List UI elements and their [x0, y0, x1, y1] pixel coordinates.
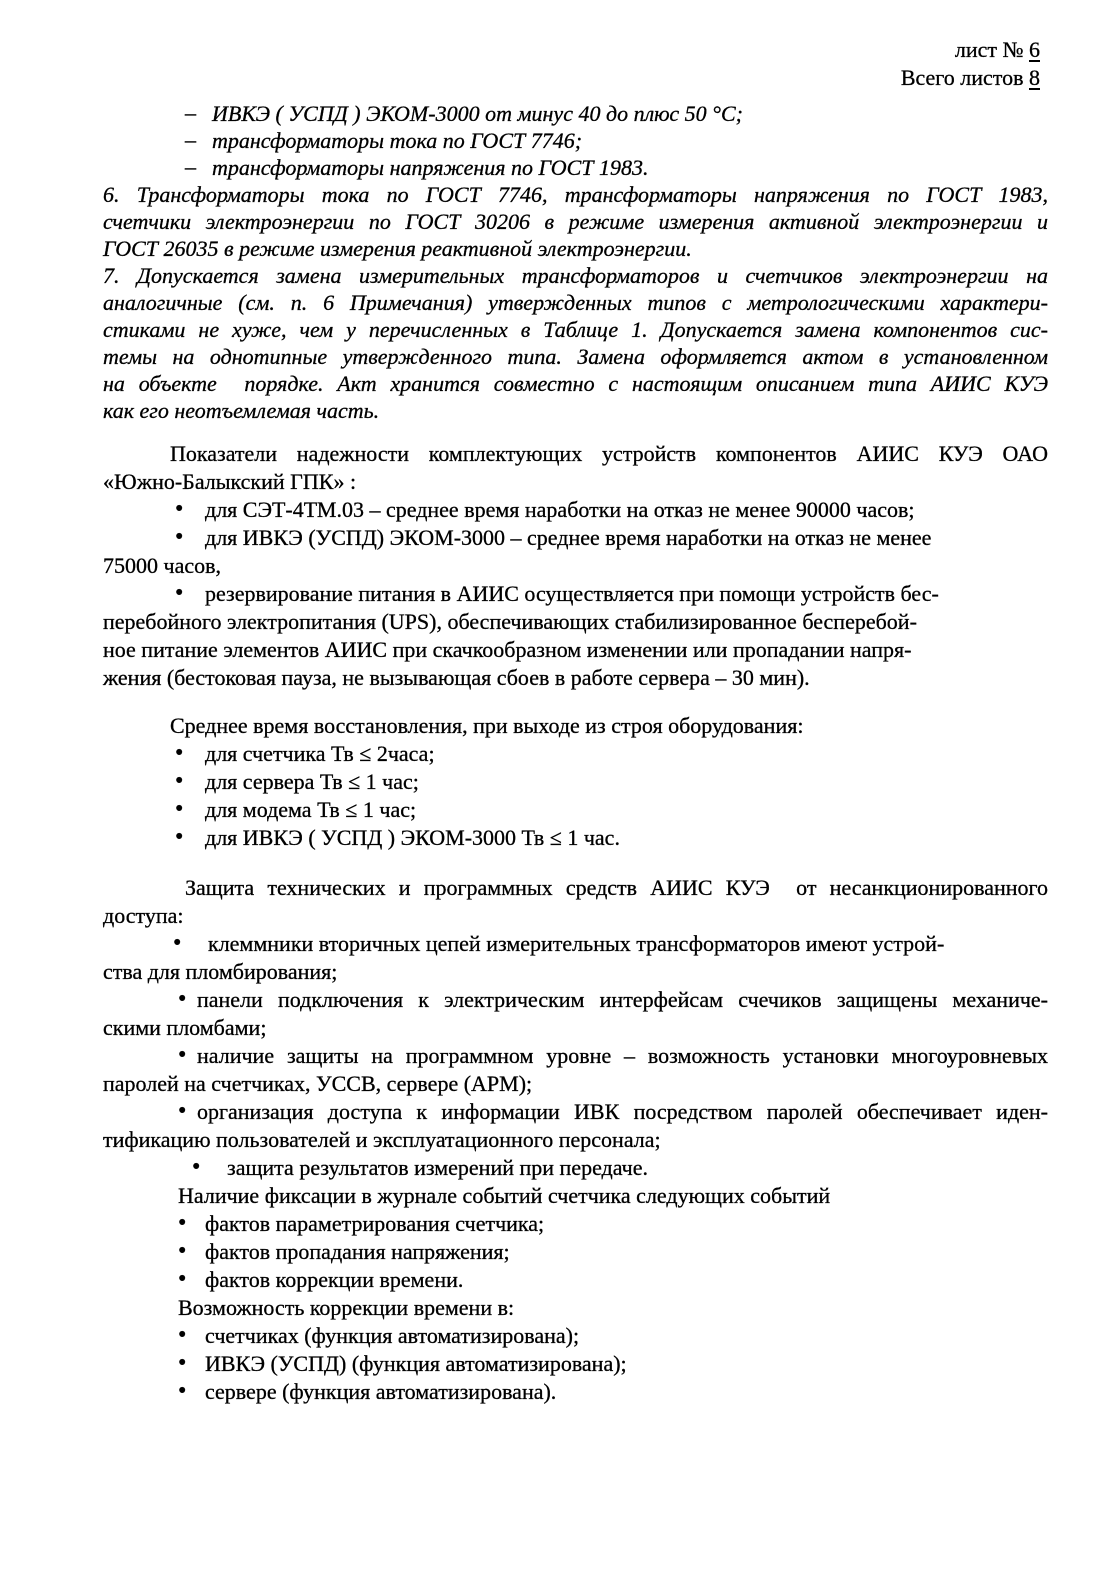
line-text: ИВКЭ (УСПД) (функция автоматизирована); — [205, 1351, 627, 1376]
text-line — [103, 496, 1048, 524]
bullet-marker: • — [175, 740, 184, 766]
line-text: счетчиках (функция автоматизирована); — [205, 1323, 580, 1348]
text-line — [103, 1350, 1048, 1378]
line-text: тификацию пользователей и эксплуатационного персонала; — [103, 1127, 661, 1152]
line-text: резервирование питания в АИИС осуществляется при помощи устройств бес- — [205, 581, 939, 606]
document-body — [103, 100, 1048, 1406]
sheet-number-line — [901, 36, 1040, 64]
sheet-number: 6 — [1029, 37, 1040, 62]
text-line — [103, 370, 1048, 397]
line-text: счетчики электроэнергии по ГОСТ 30206 в режиме измерения активной электроэнергии и — [103, 209, 1048, 234]
text-line — [103, 343, 1048, 370]
bullet-marker: • — [178, 1098, 187, 1124]
bullet-marker: • — [192, 1154, 201, 1180]
text-line — [103, 1098, 1048, 1126]
bullet-marker: • — [178, 1238, 187, 1264]
line-text: Среднее время восстановления, при выходе из строя оборудования: — [170, 713, 804, 738]
text-line — [103, 208, 1048, 235]
total-sheets-number: 8 — [1029, 65, 1040, 90]
text-line — [103, 796, 1048, 824]
line-text: фактов коррекции времени. — [205, 1267, 464, 1292]
bullet-marker: • — [178, 1322, 187, 1348]
text-line — [103, 1238, 1048, 1266]
bullet-marker: • — [178, 1378, 187, 1404]
text-line — [103, 468, 1048, 496]
line-text: 75000 часов, — [103, 553, 221, 578]
line-text: Показатели надежности комплектующих устройств компонентов АИИС КУЭ ОАО — [170, 441, 1048, 466]
bullet-marker: • — [175, 496, 184, 522]
text-line — [103, 636, 1048, 664]
bullet-marker: • — [175, 768, 184, 794]
line-text: трансформаторы тока по ГОСТ 7746; — [212, 128, 583, 153]
line-text: наличие защиты на программном уровне – возможность установки многоуровневых — [197, 1043, 1048, 1068]
text-line — [103, 397, 1048, 424]
line-text: фактов пропадания напряжения; — [205, 1239, 510, 1264]
total-sheets-line — [901, 64, 1040, 92]
sheet-label: лист № — [954, 37, 1024, 62]
bullet-marker: • — [175, 796, 184, 822]
line-text: организация доступа к информации ИВК посредством паролей обеспечивает иден- — [197, 1099, 1048, 1124]
line-text: для ИВКЭ ( УСПД ) ЭКОМ-3000 Тв ≤ 1 час. — [205, 825, 620, 850]
text-line — [103, 1070, 1048, 1098]
bullet-marker: • — [175, 524, 184, 550]
line-text: для сервера Тв ≤ 1 час; — [205, 769, 419, 794]
text-line — [103, 930, 1048, 958]
text-line — [103, 1266, 1048, 1294]
text-line — [103, 100, 1048, 127]
bullet-marker: • — [175, 580, 184, 606]
line-text: ГОСТ 26035 в режиме измерения реактивной электроэнергии. — [103, 236, 692, 261]
line-text: темы на однотипные утвержденного типа. Замена оформляется актом в установленном — [103, 344, 1048, 369]
text-line — [103, 440, 1048, 468]
line-text: Возможность коррекции времени в: — [178, 1295, 515, 1320]
line-text: перебойного электропитания (UPS), обеспечивающих стабилизированное бесперебой- — [103, 609, 917, 634]
text-line — [103, 289, 1048, 316]
line-text: фактов параметрирования счетчика; — [205, 1211, 545, 1236]
text-line — [103, 1154, 1048, 1182]
text-line — [103, 1014, 1048, 1042]
line-text: на объекте порядке. Акт хранится совместно с настоящим описанием типа АИИС КУЭ — [103, 371, 1048, 396]
text-line — [103, 902, 1048, 930]
line-text: ное питание элементов АИИС при скачкообразном изменении или пропадании напря- — [103, 637, 912, 662]
line-text: паролей на счетчиках, УССВ, сервере (АРМ); — [103, 1071, 533, 1096]
line-text: 6. Трансформаторы тока по ГОСТ 7746, трансформаторы напряжения по ГОСТ 1983, — [103, 182, 1048, 207]
line-text: стиками не хуже, чем у перечисленных в Таблице 1. Допускается замена компонентов сис- — [103, 317, 1048, 342]
text-line — [103, 524, 1048, 552]
line-text: панели подключения к электрическим интерфейсам счечиков защищены механиче- — [197, 987, 1048, 1012]
line-text: как его неотъемлемая часть. — [103, 398, 380, 423]
text-line — [103, 1042, 1048, 1070]
text-line — [103, 768, 1048, 796]
text-line — [103, 235, 1048, 262]
bullet-marker: – — [185, 100, 196, 125]
line-text: Защита технических и программных средств АИИС КУЭ от несанкционированного — [185, 875, 1048, 900]
text-line — [103, 664, 1048, 692]
text-line — [103, 958, 1048, 986]
text-line — [103, 1182, 1048, 1210]
bullet-marker: • — [178, 986, 187, 1012]
line-text: жения (бестоковая пауза, не вызывающая сбоев в работе сервера – 30 мин). — [103, 665, 810, 690]
text-line — [103, 1210, 1048, 1238]
text-line — [103, 262, 1048, 289]
text-line — [103, 874, 1048, 902]
line-text: для счетчика Тв ≤ 2часа; — [205, 741, 435, 766]
page-header — [901, 36, 1040, 92]
line-text: скими пломбами; — [103, 1015, 267, 1040]
text-line — [103, 824, 1048, 852]
line-text: для ИВКЭ (УСПД) ЭКОМ-3000 – среднее время наработки на отказ не менее — [205, 525, 932, 550]
line-text: аналогичные (см. п. 6 Примечания) утвержденных типов с метрологическими характери- — [103, 290, 1048, 315]
line-text: защита результатов измерений при передаче. — [227, 1155, 648, 1180]
text-line — [103, 1294, 1048, 1322]
text-line — [103, 1126, 1048, 1154]
line-text: 7. Допускается замена измерительных трансформаторов и счетчиков электроэнергии на — [103, 263, 1048, 288]
text-line — [103, 181, 1048, 208]
bullet-marker: – — [185, 127, 196, 152]
line-text: для СЭТ-4ТМ.03 – среднее время наработки на отказ не менее 90000 часов; — [205, 497, 915, 522]
bullet-marker: • — [175, 824, 184, 850]
line-text: клеммники вторичных цепей измерительных трансформаторов имеют устрой- — [208, 931, 945, 956]
line-text: ства для пломбирования; — [103, 959, 338, 984]
text-line — [103, 580, 1048, 608]
text-line — [103, 608, 1048, 636]
line-text: доступа: — [103, 903, 184, 928]
line-text: сервере (функция автоматизирована). — [205, 1379, 557, 1404]
bullet-marker: • — [178, 1210, 187, 1236]
line-text: трансформаторы напряжения по ГОСТ 1983. — [212, 155, 649, 180]
bullet-marker: • — [173, 930, 182, 956]
line-text: для модема Тв ≤ 1 час; — [205, 797, 417, 822]
text-line — [103, 1322, 1048, 1350]
text-line — [103, 986, 1048, 1014]
text-line — [103, 1378, 1048, 1406]
text-line — [103, 154, 1048, 181]
bullet-marker: • — [178, 1042, 187, 1068]
text-line — [103, 712, 1048, 740]
bullet-marker: • — [178, 1266, 187, 1292]
text-line — [103, 552, 1048, 580]
text-line — [103, 740, 1048, 768]
total-sheets-label: Всего листов — [900, 65, 1024, 90]
text-line — [103, 316, 1048, 343]
line-text: ИВКЭ ( УСПД ) ЭКОМ-3000 от минус 40 до плюс 50 °С; — [212, 101, 743, 126]
text-line — [103, 127, 1048, 154]
line-text: «Южно-Балыкский ГПК» : — [103, 469, 357, 494]
bullet-marker: – — [185, 154, 196, 179]
bullet-marker: • — [178, 1350, 187, 1376]
line-text: Наличие фиксации в журнале событий счетчика следующих событий — [178, 1183, 831, 1208]
